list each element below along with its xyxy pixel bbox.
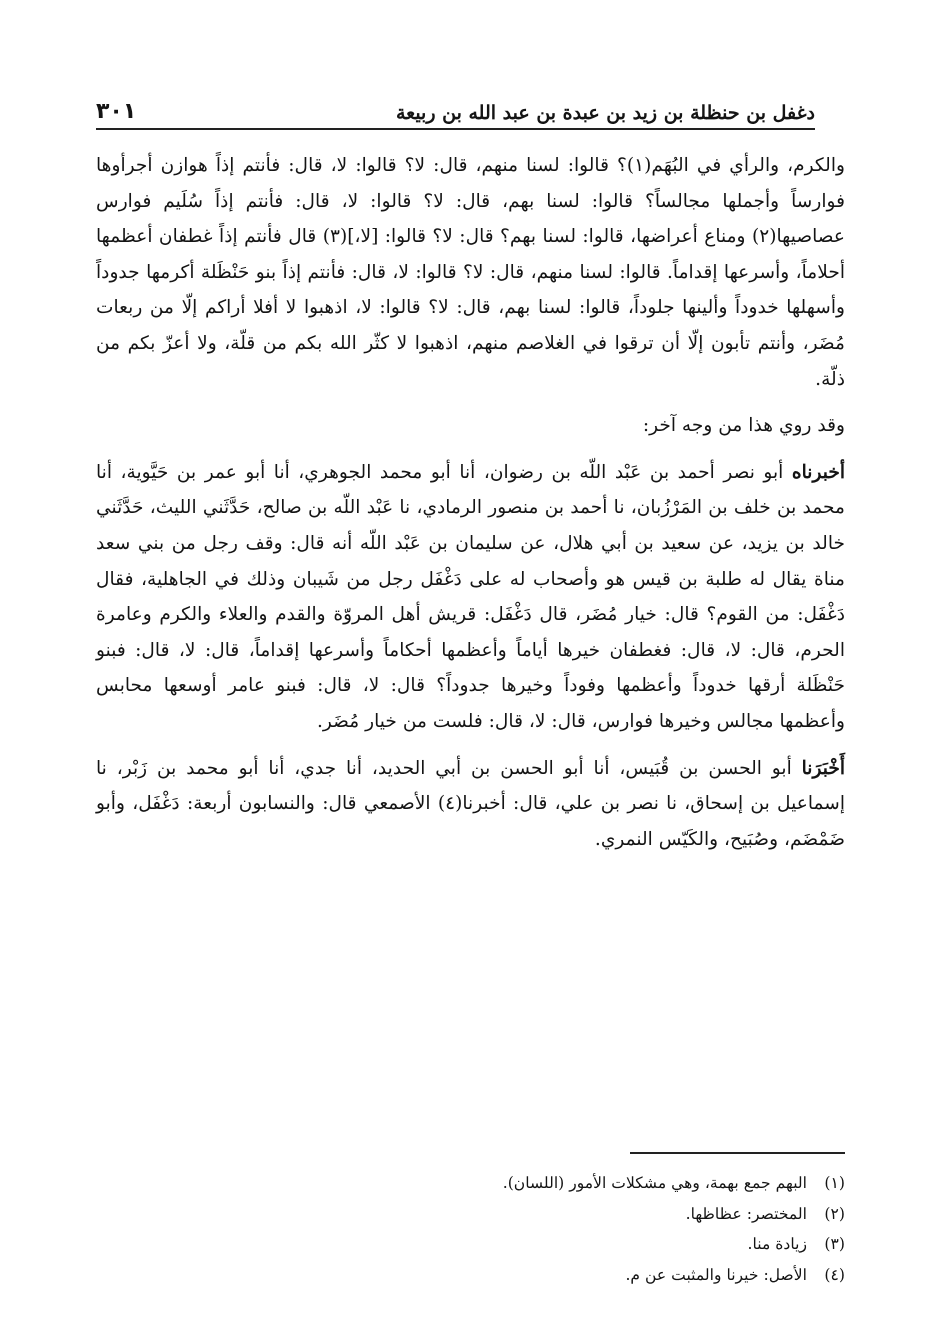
main-text bbox=[96, 148, 845, 857]
footnote bbox=[96, 1168, 845, 1199]
footnote-text: البهم جمع بهمة، وهي مشكلات الأمور (اللسان). bbox=[502, 1174, 807, 1192]
footnote-text: المختصر: عظاظها. bbox=[685, 1204, 807, 1223]
paragraph-text: وقد روي هذا من وجه آخر: bbox=[642, 415, 845, 437]
footnote-number: (٢) bbox=[824, 1204, 845, 1223]
header-rule bbox=[96, 128, 815, 130]
footnote-number: (٣) bbox=[824, 1235, 845, 1253]
chapter-title: دغفل بن حنظلة بن زيد بن عبدة بن عبد الله بن ربيعة bbox=[395, 102, 815, 124]
footnote-rule bbox=[630, 1152, 845, 1154]
footnote bbox=[96, 1199, 845, 1230]
footnote-text: الأصل: خيرنا والمثبت عن م. bbox=[625, 1265, 807, 1284]
footnotes bbox=[96, 1168, 845, 1290]
paragraph-text: أبو الحسن بن قُبَيس، أنا أبو الحسن بن أبي الحديد، أنا جدي، أنا أبو محمد بن زَبْر، نا إسماعيل بن إسحاق، نا نصر بن علي، قال: أخبرنا(٤) الأصمعي قال: والنسابون أربعة: دَغْفَل، وأبو ضَمْضَم، وصُبَيح، والكَيّس النمري. bbox=[96, 757, 845, 850]
paragraph-lead: أَخْبَرَنا bbox=[801, 757, 845, 779]
footnote-number: (٤) bbox=[824, 1265, 845, 1284]
footnote-number: (١) bbox=[824, 1174, 845, 1192]
paragraph-text: والكرم، والرأي في البُهَم(١)؟ قالوا: لسنا منهم، قال: لا؟ قالوا: لا، قال: فأنتم إذاً هوازن أجرأوها فوارساً وأجملها مجالساً؟ قالوا: لسنا بهم، قال: لا؟ قالوا: لا، قال: فأنتم إذاً سُلَيم فوارس عصاصيها(٢) ومناع أعراضها، قالوا: لسنا بهم؟ قال: لا؟ قالوا: [لا،](٣) قال فأنتم إذاً غطفان أعظمها أحلاماً، وأسرعها إقداماً. قالوا: لسنا منهم، قال: لا؟ قالوا: لا، قال: فأنتم إذاً بنو حَنْظَلة أكرمها جدوداً وأسهلها خدوداً وألينها جلوداً، قالوا: لسنا بهم، قال: لا؟ قالوا: لا، اذهبوا لا أفلا أراكم إلّا من ربعات مُضَر، وأنتم تأبون إلّا أن ترقوا في الغلاصم منهم، اذهبوا لا كثّر الله بكم من قلّة، ولا أعزّ بكم من ذلّة. bbox=[96, 155, 845, 390]
footnote bbox=[96, 1260, 845, 1291]
running-header bbox=[96, 84, 815, 124]
paragraph bbox=[96, 148, 845, 397]
paragraph-lead: أخبرناه bbox=[791, 461, 845, 483]
paragraph bbox=[96, 408, 845, 444]
footnote-text: زيادة منا. bbox=[747, 1235, 807, 1253]
paragraph bbox=[96, 751, 845, 858]
paragraph bbox=[96, 455, 845, 740]
paragraph-text: أبو نصر أحمد بن عَبْد اللّه بن رضوان، أنا أبو محمد الجوهري، أنا أبو عمر بن حَيَّوية، أنا محمد بن خلف بن المَرْزُبان، نا أحمد بن منصور الرمادي، نا عَبْد اللّه بن صالح، حَدَّثَني الليث، حَدَّثَني خالد بن يزيد، عن سعيد بن أبي هلال، عن سليمان بن عَبْد اللّه أنه قال: وقف رجل من بني سعد مناة يقال له طلبة بن قيس هو وأصحاب له على دَغْفَل رجل من شَيبان وذلك في الجاهلية، فقال دَغْفَل: من القوم؟ قال: خيار مُضَر، قال دَغْفَل: قريش أهل المروّة والقدم والعلاء والكرم وعامرة الحرم، قال: لا، قال: فغطفان خيرها أياماً وأعظمها أحكاماً وأسرعها إقداماً، قال: لا، قال: فبنو حَنْظَلة أرقها خدوداً وأعظمها وفوداً وخيرها جدوداً؟ قال: لا، قال: فبنو عامر أوسعها محابس وأعظمها مجالس وخيرها فوارس، قال: لا، قال: فلست من خيار مُضَر. bbox=[96, 461, 845, 732]
footnote bbox=[96, 1229, 845, 1260]
page-number: ٣٠١ bbox=[96, 99, 137, 124]
